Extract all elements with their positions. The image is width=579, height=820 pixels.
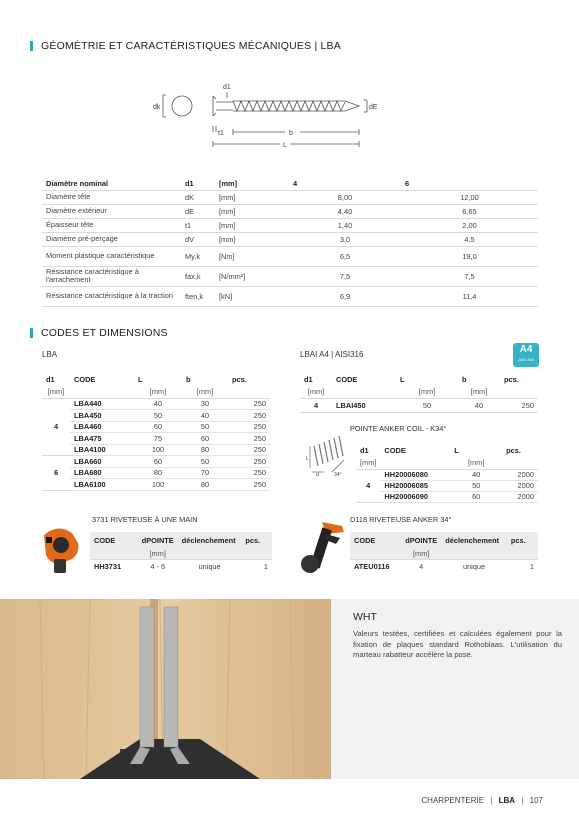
wht-text: Valeurs testées, certifiées et calculées également pour la fixation de plaques standard Rothoblaas. L'utilisation du marteau rabatteur accélère la pose. [353, 629, 562, 659]
coil-table [356, 443, 538, 503]
coil-header-row: d1 CODE L pcs. [360, 445, 521, 455]
lba-units-row: [mm] [mm] [mm] [42, 386, 270, 398]
riveteuse-header-row: CODE dPOINTE déclenchement pcs. [90, 532, 272, 548]
svg-text:34°: 34° [334, 472, 342, 476]
table-row: LBA460 60 50 250 [42, 421, 270, 433]
table-row: LBA450 50 40 250 [42, 410, 270, 422]
nail-head-circle [172, 96, 192, 116]
table-row: LBA680 80 70 250 [42, 467, 270, 479]
wood-bracket-photo [0, 599, 331, 779]
riveteuse-label: 3731 RIVETEUSE À UNE MAIN [92, 515, 198, 524]
a4-badge: A4 AISI 316 [513, 343, 539, 367]
table-row: 4 LBAI450 50 40 250 [300, 398, 538, 412]
anker-table [350, 532, 538, 573]
table-row: Diamètre tête dK [mm] 8,00 12,00 [42, 190, 538, 204]
anker-nailer-image [296, 518, 350, 576]
svg-text:d: d [316, 472, 319, 476]
table-row: Moment plastique caractéristique My,k [Nm] 6,5 19,0 [42, 246, 538, 266]
table-row: Diamètre extérieur dE [mm] 4,40 6,65 [42, 204, 538, 218]
section-marker [30, 41, 33, 51]
table-row: HH20006085 50 2000 [356, 480, 538, 491]
label-d1: d1 [223, 84, 231, 91]
lba-header-row: d1 CODE L b pcs. [46, 374, 247, 384]
lbai-units-row: [mm] [mm] [mm] [300, 386, 538, 398]
lbai-header-row: d1 CODE L b pcs. [304, 374, 519, 384]
coil-nails-image [304, 436, 350, 476]
lba-label: LBA [42, 350, 58, 359]
wht-title: WHT [353, 611, 377, 623]
section-marker [30, 328, 33, 338]
nail-diagram [145, 78, 385, 153]
label-b: b [289, 130, 293, 137]
anker-units-row: [mm] [350, 548, 538, 559]
table-row: HH3731 4 - 6 unique 1 [94, 561, 268, 571]
lba-table [42, 372, 270, 491]
table-row: 4 HH20006080 40 2000 [356, 469, 538, 480]
table-row: 6 LBA660 60 50 250 [42, 456, 270, 468]
table-row: Épaisseur tête t1 [mm] 1,40 2,00 [42, 218, 538, 232]
label-dk: dk [153, 104, 161, 111]
table-row: 4 LBA440 40 30 250 [42, 398, 270, 410]
lbai-table [300, 372, 538, 413]
anker-header-row: CODE dPOINTE déclenchement pcs. [350, 532, 538, 548]
coil-label: POINTE ANKER COIL - K34° [350, 424, 447, 433]
table-row: Résistance caractéristique à l'arrachement fax,k [N/mm²] 7,5 7,5 [42, 266, 538, 286]
table-row: LBA4100 100 80 250 [42, 444, 270, 456]
riveteuse-units-row: [mm] [90, 548, 272, 559]
wht-panel [331, 599, 579, 779]
section-title-codes: CODES ET DIMENSIONS [30, 327, 168, 339]
table-row: HH20006090 60 2000 [356, 491, 538, 502]
table-row: Diamètre pré-perçage dV [mm] 3,0 4,5 [42, 232, 538, 246]
anker-label: D118 RIVETEUSE ANKER 34° [350, 515, 452, 524]
label-t1: t1 [218, 130, 224, 137]
mechanical-table [42, 177, 538, 307]
table-row: Résistance caractéristique à la traction ften,k [kN] 6,9 11,4 [42, 286, 538, 306]
coil-units-row: [mm] [mm] [356, 457, 538, 469]
riveteuse-table [90, 532, 272, 573]
section-title-geometry: GÉOMÉTRIE ET CARACTÉRISTIQUES MÉCANIQUES | LBA [30, 40, 341, 52]
page-footer: CHARPENTERIE | LBA | 107 [421, 796, 543, 805]
mech-header-row: Diamètre nominal d1 [mm] 4 6 [42, 177, 538, 190]
svg-text:L: L [306, 456, 309, 462]
riveteuse-image [36, 523, 86, 575]
table-row: ATEU0116 4 unique 1 [354, 561, 534, 571]
label-L: L [283, 142, 287, 149]
lbai-label: LBAI A4 | AISI316 [300, 350, 364, 359]
table-row: LBA475 75 60 250 [42, 433, 270, 445]
label-de: dE [369, 104, 378, 111]
table-row: LBA6100 100 80 250 [42, 479, 270, 491]
